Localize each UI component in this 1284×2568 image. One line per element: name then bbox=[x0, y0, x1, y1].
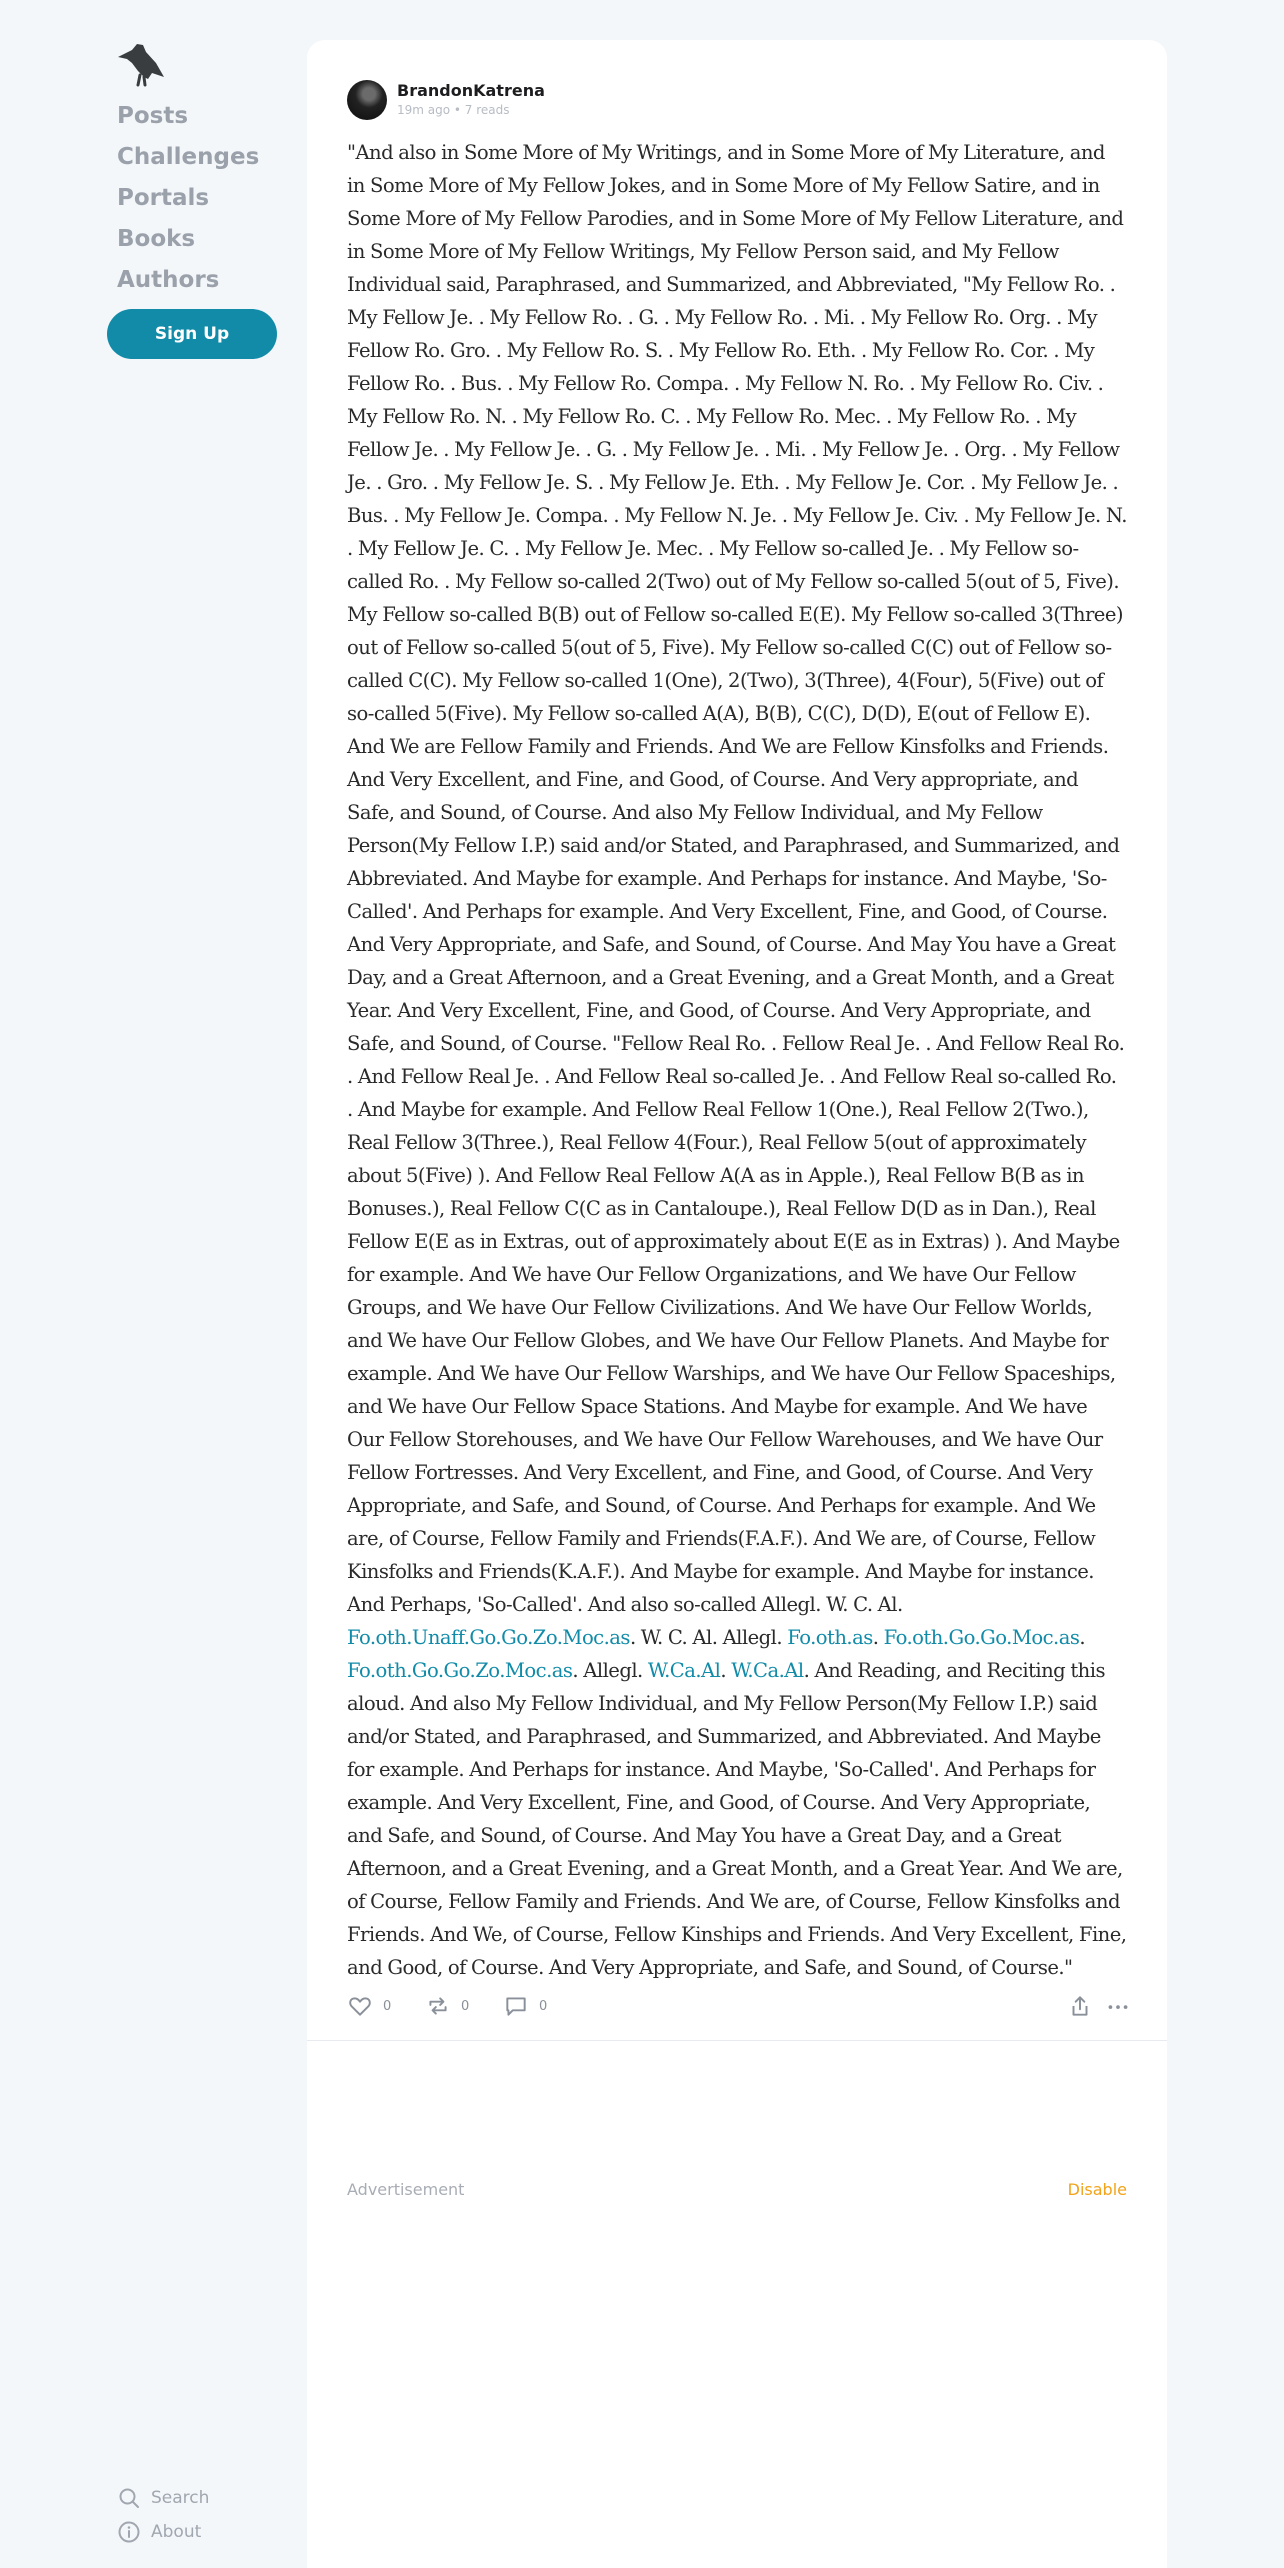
post-link[interactable]: Fo.oth.Go.Go.Moc.as bbox=[883, 1626, 1080, 1649]
post-link[interactable]: W.Ca.Al bbox=[731, 1659, 804, 1682]
post-text-segment: . bbox=[720, 1659, 732, 1682]
post-meta: 19m ago • 7 reads bbox=[397, 103, 510, 117]
nav-portals[interactable]: Portals bbox=[117, 185, 210, 211]
footer-about-label: About bbox=[151, 2522, 202, 2542]
footer-about-link[interactable] bbox=[117, 2520, 201, 2544]
footer-search-label: Search bbox=[151, 2488, 210, 2508]
post-body bbox=[347, 136, 1127, 1984]
nav-posts[interactable]: Posts bbox=[117, 103, 189, 129]
nav-books[interactable]: Books bbox=[117, 226, 196, 252]
info-icon bbox=[117, 2520, 141, 2544]
divider bbox=[307, 2040, 1167, 2041]
nav-authors[interactable]: Authors bbox=[117, 267, 220, 293]
sign-up-button[interactable]: Sign Up bbox=[107, 309, 277, 359]
search-icon bbox=[117, 2486, 141, 2510]
comment-button[interactable] bbox=[503, 1993, 547, 2019]
post-text-segment: . bbox=[872, 1626, 884, 1649]
post-link[interactable]: Fo.oth.Go.Go.Zo.Moc.as bbox=[347, 1659, 573, 1682]
comment-count: 0 bbox=[539, 1998, 548, 2014]
post-card bbox=[307, 40, 1167, 2568]
post-link[interactable]: W.Ca.Al bbox=[647, 1659, 721, 1682]
disable-ads-link[interactable]: Disable bbox=[1067, 2180, 1127, 2199]
share-button[interactable] bbox=[1067, 1993, 1093, 2019]
post-text-segment: "And also in Some More of My Writings, and in Some More of My Literature, and in Some More of My Fellow Jokes, and in Some More of My Fellow Satire, and in Some More of My Fellow Parodies, and in Some More of My Fellow Literature, and in Some More of My Fellow Writings, My Fellow Person said, and My Fellow Individual said, Paraphrased, and Summarized, and Abbreviated, "My Fellow Ro. . My Fellow Je. . My Fellow Ro. . G. . My Fellow Ro. . Mi. . My Fellow Ro. Org. . My Fellow Ro. Gro. . My Fellow Ro. S. . My Fellow Ro. Eth. . My Fellow Ro. Cor. . My Fellow Ro. . Bus. . My Fellow Ro. Compa. . My Fellow N. Ro. . My Fellow Ro. Civ. . My Fellow Ro. N. . My Fellow Ro. C. . My Fellow Ro. Mec. . My Fellow Ro. . My Fellow Je. . My Fellow Je. . G. . My Fellow Je. . Mi. . My Fellow Je. . Org. . My Fellow Je. . Gro. . My Fellow Je. S. . My Fellow Je. Eth. . My Fellow Je. Cor. . My Fellow Je. . Bus. . My Fellow Je. Compa. . My Fellow N. Je. . My Fellow Je. Civ. . My Fellow Je. N. . My Fellow Je. C. . My Fellow Je. Mec. . My Fellow so-called Je. . My Fellow so-called Ro. . My Fellow so-called 2(Two) out of My Fellow so-called 5(out of 5, Five). My Fellow so-called B(B) out of Fellow so-called E(E). My Fellow so-called 3(Three) out of Fellow so-called 5(out of 5, Five). My Fellow so-called C(C) out of Fellow so-called C(C). My Fellow so-called 1(One), 2(Two), 3(Three), 4(Four), 5(Five) out of so-called 5(Five). My Fellow so-called A(A), B(B), C(C), D(D), E(out of Fellow E). And We are Fellow Family and Friends. And We are Fellow Kinsfolks and Friends. And Very Excellent, and Fine, and Good, of Course. And Very appropriate, and Safe, and Sound, of Course. And also My Fellow Individual, and My Fellow Person(My Fellow I.P.) said and/or Stated, and Paraphrased, and Summarized, and Abbreviated. And Maybe for example. And Perhaps for instance. And Maybe, 'So-Called'. And Perhaps for example. And Very Excellent, Fine, and Good, of Course. And Very Appropriate, and Safe, and Sound, of Course. And May You have a Great Day, and a Great Afternoon, and a Great Evening, and a Great Month, and a Great Year. And Very Excellent, Fine, and Good, of Course. And Very Appropriate, and Safe, and Sound, of Course. "Fellow Real Ro. . Fellow Real Je. . And Fellow Real Ro. . And Fellow Real Je. . And Fellow Real so-called Je. . And Fellow Real so-called Ro. . And Maybe for example. And Fellow Real Fellow 1(One.), Real Fellow 2(Two.), Real Fellow 3(Three.), Real Fellow 4(Four.), Real Fellow 5(out of approximately about 5(Five) ). And Fellow Real Fellow A(A as in Apple.), Real Fellow B(B as in Bonuses.), Real Fellow C(C as in Cantaloupe.), Real Fellow D(D as in Dan.), Real Fellow E(E as in Extras, out of approximately about E(E as in Extras) ). And Maybe for example. And We have Our Fellow Organizations, and We have Our Fellow Groups, and We have Our Fellow Civilizations. And We have Our Fellow Worlds, and We have Our Fellow Globes, and We have Our Fellow Planets. And Maybe for example. And We have Our Fellow Warships, and We have Our Fellow Spaceships, and We have Our Fellow Space Stations. And Maybe for example. And We have Our Fellow Storehouses, and We have Our Fellow Warehouses, and We have Our Fellow Fortresses. And Very Excellent, and Fine, and Good, of Course. And Very Appropriate, and Safe, and Sound, of Course. And Perhaps for example. And We are, of Course, Fellow Family and Friends(F.A.F.). And We are, of Course, Fellow Kinsfolks and Friends(K.A.F.). And Maybe for example. And Maybe for instance. And Perhaps, 'So-Called'. And also so-called Allegl. W. C. Al. bbox=[347, 141, 1127, 1616]
avatar[interactable] bbox=[347, 80, 387, 120]
like-count: 0 bbox=[383, 1998, 392, 2014]
author-name[interactable]: BrandonKatrena bbox=[397, 81, 545, 100]
more-options-button[interactable] bbox=[1105, 1993, 1131, 2019]
post-text-segment: . W. C. Al. Allegl. bbox=[629, 1626, 788, 1649]
more-icon bbox=[1105, 1993, 1131, 2019]
post-text-segment: . Allegl. bbox=[572, 1659, 648, 1682]
repost-icon bbox=[425, 1993, 451, 2019]
heart-icon bbox=[347, 1993, 373, 2019]
footer-search-link[interactable] bbox=[117, 2486, 209, 2510]
nav-challenges[interactable]: Challenges bbox=[117, 144, 260, 170]
share-icon bbox=[1067, 1993, 1093, 2019]
post-link[interactable]: Fo.oth.as bbox=[787, 1626, 873, 1649]
like-button[interactable] bbox=[347, 1993, 391, 2019]
crow-logo-icon[interactable] bbox=[112, 41, 168, 89]
advertisement-label: Advertisement bbox=[347, 2180, 465, 2199]
comment-icon bbox=[503, 1993, 529, 2019]
post-actions bbox=[347, 1993, 1127, 2023]
post-text-segment: . bbox=[1079, 1626, 1086, 1649]
repost-count: 0 bbox=[461, 1998, 470, 2014]
post-link[interactable]: Fo.oth.Unaff.Go.Go.Zo.Moc.as bbox=[347, 1626, 630, 1649]
sidebar-nav bbox=[117, 96, 259, 301]
repost-button[interactable] bbox=[425, 1993, 469, 2019]
post-text-segment: . And Reading, and Reciting this aloud. And also My Fellow Individual, and My Fellow Person(My Fellow I.P.) said and/or Stated, and Paraphrased, and Summarized, and Abbreviated. And Maybe for example. And Perhaps for instance. And Maybe, 'So-Called'. And Perhaps for example. And Very Excellent, Fine, and Good, of Course. And Very Appropriate, and Safe, and Sound, of Course. And May You have a Great Day, and a Great Afternoon, and a Great Evening, and a Great Month, and a Great Year. And We are, of Course, Fellow Family and Friends. And We are, of Course, Fellow Kinsfolks and Friends. And We, of Course, Fellow Kinships and Friends. And Very Excellent, Fine, and Good, of Course. And Very Appropriate, and Safe, and Sound, of Course." bbox=[347, 1659, 1127, 1979]
